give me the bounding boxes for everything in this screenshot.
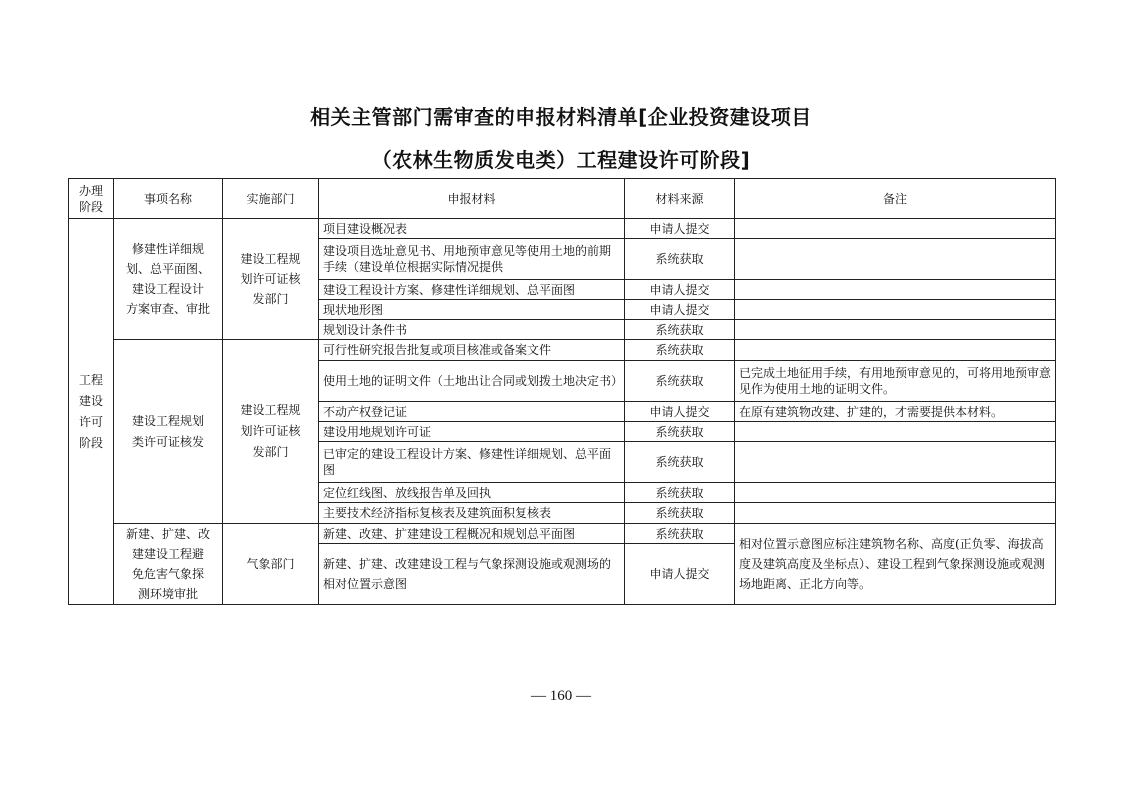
source-cell: 申请人提交 <box>625 402 735 422</box>
material-cell: 现状地形图 <box>319 300 625 320</box>
source-cell: 系统获取 <box>625 239 735 280</box>
header-department: 实施部门 <box>223 179 319 219</box>
remarks-cell <box>735 219 1056 239</box>
material-cell: 主要技术经济指标复核表及建筑面积复核表 <box>319 503 625 524</box>
header-item-name: 事项名称 <box>114 179 223 219</box>
page-title-line-1: 相关主管部门需审查的申报材料清单[企业投资建设项目 <box>310 105 812 129</box>
material-cell: 新建、改建、扩建建设工程概况和规划总平面图 <box>319 524 625 544</box>
header-stage: 办理 阶段 <box>69 179 114 219</box>
remarks-cell <box>735 503 1056 524</box>
remarks-cell: 在原有建筑物改建、扩建的，才需要提供本材料。 <box>735 402 1056 422</box>
remarks-cell: 相对位置示意图应标注建筑物名称、高度(正负零、海拔高度及建筑高度及坐标点）、建设工程到气象探测设施或观测场地距离、正北方向等。 <box>735 524 1056 605</box>
item-name-cell: 修建性详细规 划、总平面图、 建设工程设计 方案审查、审批 <box>114 219 223 340</box>
source-cell: 申请人提交 <box>625 280 735 300</box>
remarks-cell <box>735 239 1056 280</box>
department-cell: 气象部门 <box>223 524 319 605</box>
item-name-cell: 新建、扩建、改 建建设工程避 免危害气象探 测环境审批 <box>114 524 223 605</box>
materials-table <box>68 178 1056 605</box>
remarks-cell <box>735 422 1056 442</box>
source-cell: 申请人提交 <box>625 300 735 320</box>
page-number: — 160 — <box>531 688 591 704</box>
remarks-cell <box>735 280 1056 300</box>
material-cell: 项目建设概况表 <box>319 219 625 239</box>
remarks-cell <box>735 320 1056 340</box>
source-cell: 系统获取 <box>625 442 735 483</box>
department-cell: 建设工程规 划许可证核 发部门 <box>223 340 319 524</box>
department-cell: 建设工程规 划许可证核 发部门 <box>223 219 319 340</box>
table-header-row <box>69 179 1056 219</box>
header-remarks: 备注 <box>735 179 1056 219</box>
material-cell: 建设用地规划许可证 <box>319 422 625 442</box>
material-cell: 可行性研究报告批复或项目核准或备案文件 <box>319 340 625 361</box>
source-cell: 系统获取 <box>625 503 735 524</box>
source-cell: 申请人提交 <box>625 219 735 239</box>
remarks-cell <box>735 340 1056 361</box>
material-cell: 定位红线图、放线报告单及回执 <box>319 483 625 503</box>
material-cell: 已审定的建设工程设计方案、修建性详细规划、总平面图 <box>319 442 625 483</box>
table-row <box>69 219 1056 239</box>
source-cell: 系统获取 <box>625 361 735 402</box>
stage-cell: 工程 建设 许可 阶段 <box>69 219 114 605</box>
material-cell: 新建、扩建、改建建设工程与气象探测设施或观测场的相对位置示意图 <box>319 544 625 605</box>
material-cell: 建设工程设计方案、修建性详细规划、总平面图 <box>319 280 625 300</box>
page-title-line-2: （农林生物质发电类）工程建设许可阶段] <box>371 148 751 172</box>
material-cell: 建设项目选址意见书、用地预审意见等使用土地的前期手续（建设单位根据实际情况提供 <box>319 239 625 280</box>
source-cell: 系统获取 <box>625 320 735 340</box>
table-row <box>69 340 1056 361</box>
remarks-cell <box>735 300 1056 320</box>
source-cell: 系统获取 <box>625 524 735 544</box>
remarks-cell <box>735 442 1056 483</box>
table-row <box>69 524 1056 544</box>
material-cell: 不动产权登记证 <box>319 402 625 422</box>
material-cell: 规划设计条件书 <box>319 320 625 340</box>
header-source: 材料来源 <box>625 179 735 219</box>
source-cell: 系统获取 <box>625 483 735 503</box>
header-materials: 申报材料 <box>319 179 625 219</box>
source-cell: 申请人提交 <box>625 544 735 605</box>
remarks-cell <box>735 483 1056 503</box>
item-name-cell: 建设工程规划 类许可证核发 <box>114 340 223 524</box>
source-cell: 系统获取 <box>625 422 735 442</box>
source-cell: 系统获取 <box>625 340 735 361</box>
remarks-cell: 已完成土地征用手续，有用地预审意见的，可将用地预审意见作为使用土地的证明文件。 <box>735 361 1056 402</box>
material-cell: 使用土地的证明文件（土地出让合同或划拨土地决定书） <box>319 361 625 402</box>
